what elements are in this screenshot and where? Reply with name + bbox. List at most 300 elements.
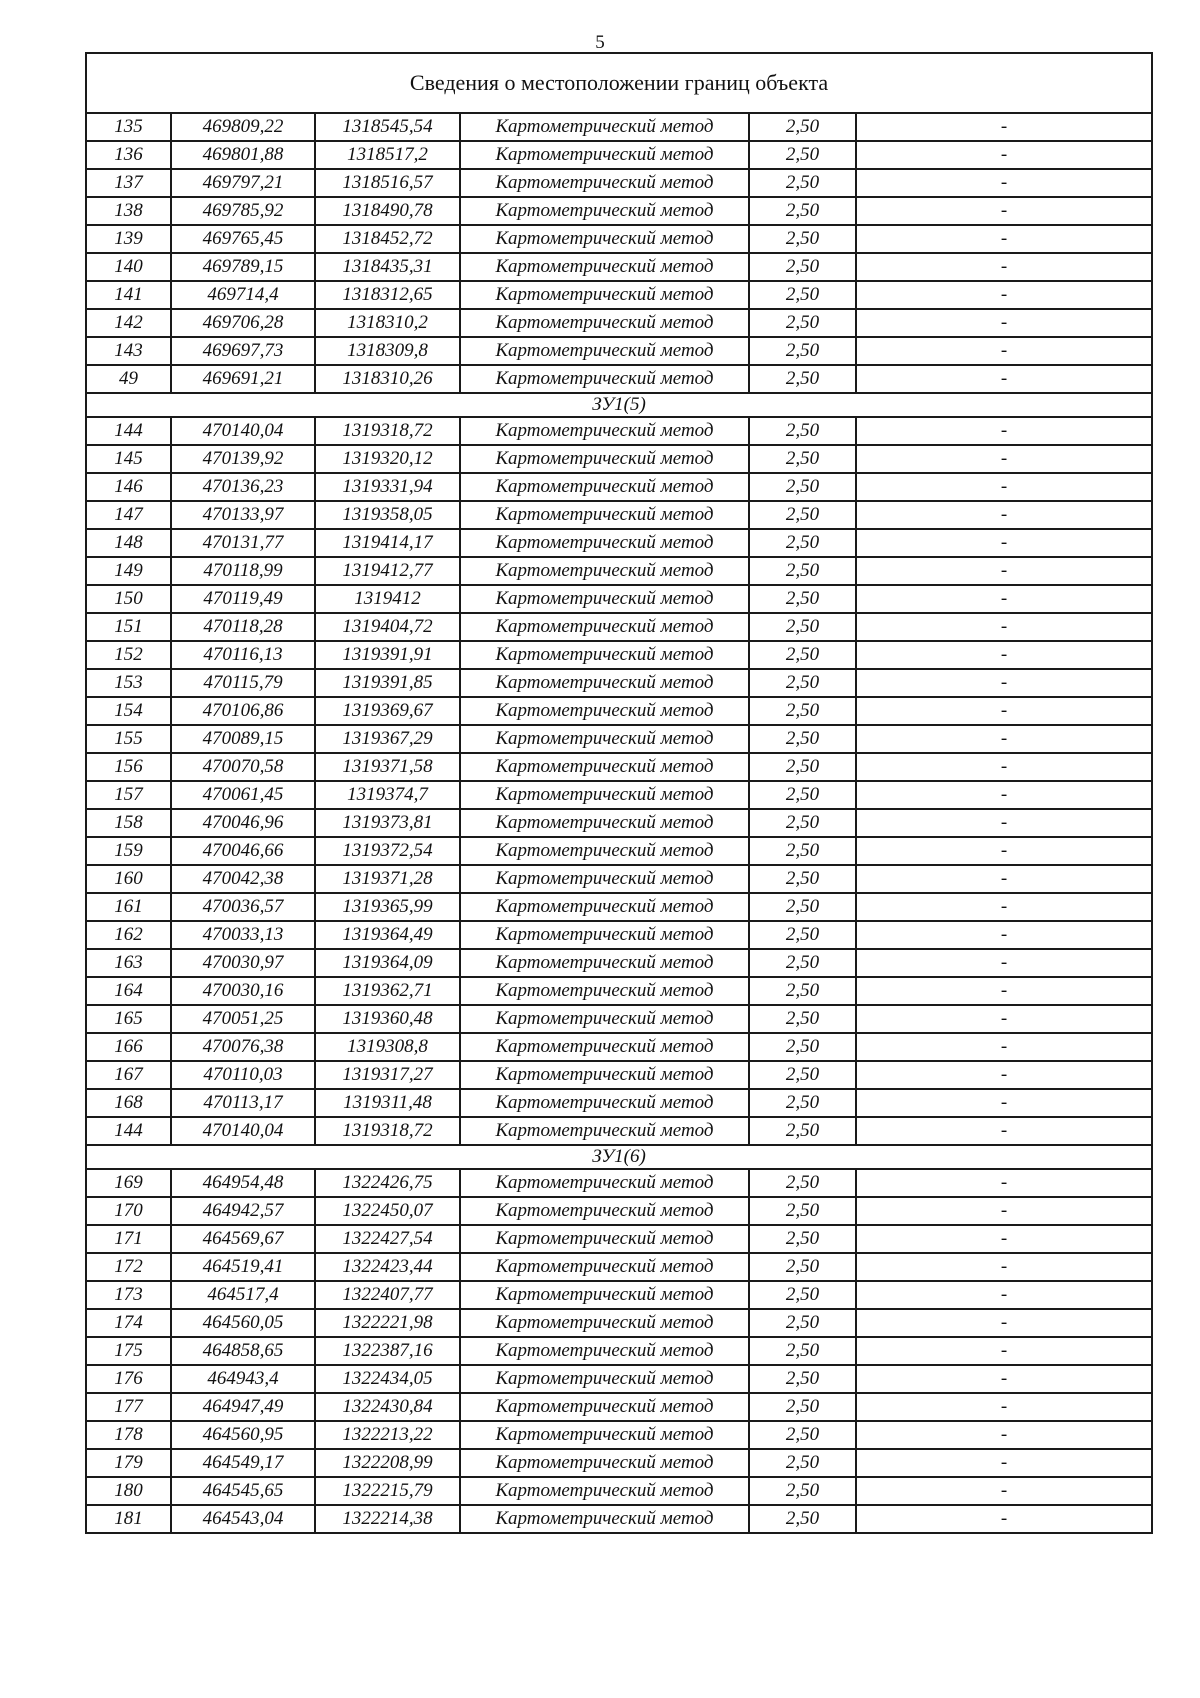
description-cell: - — [856, 949, 1152, 977]
y-coordinate-cell: 1319364,09 — [315, 949, 460, 977]
point-number-cell: 146 — [86, 473, 171, 501]
point-number-cell: 154 — [86, 697, 171, 725]
boundary-table-body — [86, 53, 1152, 1533]
x-coordinate-cell: 470106,86 — [171, 697, 315, 725]
y-coordinate-cell: 1319360,48 — [315, 1005, 460, 1033]
accuracy-cell: 2,50 — [749, 113, 856, 141]
description-cell: - — [856, 225, 1152, 253]
y-coordinate-cell: 1319318,72 — [315, 1117, 460, 1145]
point-number-cell: 139 — [86, 225, 171, 253]
method-cell: Картометрический метод — [460, 1337, 749, 1365]
method-cell: Картометрический метод — [460, 1117, 749, 1145]
method-cell: Картометрический метод — [460, 697, 749, 725]
boundary-table — [85, 52, 1153, 1534]
method-cell: Картометрический метод — [460, 1089, 749, 1117]
method-cell: Картометрический метод — [460, 893, 749, 921]
accuracy-cell: 2,50 — [749, 697, 856, 725]
x-coordinate-cell: 469801,88 — [171, 141, 315, 169]
accuracy-cell: 2,50 — [749, 417, 856, 445]
accuracy-cell: 2,50 — [749, 641, 856, 669]
x-coordinate-cell: 464560,95 — [171, 1421, 315, 1449]
y-coordinate-cell: 1319308,8 — [315, 1033, 460, 1061]
description-cell: - — [856, 1033, 1152, 1061]
y-coordinate-cell: 1319391,91 — [315, 641, 460, 669]
y-coordinate-cell: 1319311,48 — [315, 1089, 460, 1117]
method-cell: Картометрический метод — [460, 417, 749, 445]
method-cell: Картометрический метод — [460, 473, 749, 501]
point-number-cell: 142 — [86, 309, 171, 337]
x-coordinate-cell: 470061,45 — [171, 781, 315, 809]
section-row — [86, 393, 1152, 417]
y-coordinate-cell: 1318435,31 — [315, 253, 460, 281]
y-coordinate-cell: 1318310,26 — [315, 365, 460, 393]
table-row — [86, 921, 1152, 949]
point-number-cell: 140 — [86, 253, 171, 281]
table-row — [86, 669, 1152, 697]
y-coordinate-cell: 1319365,99 — [315, 893, 460, 921]
x-coordinate-cell: 470119,49 — [171, 585, 315, 613]
y-coordinate-cell: 1318312,65 — [315, 281, 460, 309]
point-number-cell: 160 — [86, 865, 171, 893]
x-coordinate-cell: 464517,4 — [171, 1281, 315, 1309]
point-number-cell: 153 — [86, 669, 171, 697]
table-row — [86, 225, 1152, 253]
point-number-cell: 151 — [86, 613, 171, 641]
method-cell: Картометрический метод — [460, 1281, 749, 1309]
description-cell: - — [856, 169, 1152, 197]
y-coordinate-cell: 1319374,7 — [315, 781, 460, 809]
point-number-cell: 152 — [86, 641, 171, 669]
description-cell: - — [856, 141, 1152, 169]
table-row — [86, 1197, 1152, 1225]
table-row — [86, 1365, 1152, 1393]
description-cell: - — [856, 1253, 1152, 1281]
accuracy-cell: 2,50 — [749, 1365, 856, 1393]
table-row — [86, 1449, 1152, 1477]
description-cell: - — [856, 1089, 1152, 1117]
description-cell: - — [856, 1197, 1152, 1225]
method-cell: Картометрический метод — [460, 1033, 749, 1061]
y-coordinate-cell: 1318516,57 — [315, 169, 460, 197]
description-cell: - — [856, 977, 1152, 1005]
description-cell: - — [856, 281, 1152, 309]
accuracy-cell: 2,50 — [749, 1421, 856, 1449]
method-cell: Картометрический метод — [460, 1309, 749, 1337]
point-number-cell: 180 — [86, 1477, 171, 1505]
point-number-cell: 173 — [86, 1281, 171, 1309]
accuracy-cell: 2,50 — [749, 1309, 856, 1337]
method-cell: Картометрический метод — [460, 197, 749, 225]
x-coordinate-cell: 470070,58 — [171, 753, 315, 781]
table-row — [86, 1337, 1152, 1365]
description-cell: - — [856, 197, 1152, 225]
accuracy-cell: 2,50 — [749, 613, 856, 641]
table-row — [86, 1061, 1152, 1089]
y-coordinate-cell: 1322430,84 — [315, 1393, 460, 1421]
table-row — [86, 1117, 1152, 1145]
table-row — [86, 169, 1152, 197]
description-cell: - — [856, 613, 1152, 641]
x-coordinate-cell: 470076,38 — [171, 1033, 315, 1061]
x-coordinate-cell: 464943,4 — [171, 1365, 315, 1393]
method-cell: Картометрический метод — [460, 225, 749, 253]
method-cell: Картометрический метод — [460, 809, 749, 837]
point-number-cell: 144 — [86, 1117, 171, 1145]
accuracy-cell: 2,50 — [749, 1197, 856, 1225]
point-number-cell: 174 — [86, 1309, 171, 1337]
table-row — [86, 893, 1152, 921]
description-cell: - — [856, 1337, 1152, 1365]
method-cell: Картометрический метод — [460, 977, 749, 1005]
point-number-cell: 181 — [86, 1505, 171, 1533]
description-cell: - — [856, 893, 1152, 921]
point-number-cell: 156 — [86, 753, 171, 781]
section-label: ЗУ1(6) — [86, 1145, 1152, 1169]
x-coordinate-cell: 470115,79 — [171, 669, 315, 697]
table-row — [86, 725, 1152, 753]
point-number-cell: 157 — [86, 781, 171, 809]
x-coordinate-cell: 470033,13 — [171, 921, 315, 949]
x-coordinate-cell: 470116,13 — [171, 641, 315, 669]
x-coordinate-cell: 470118,28 — [171, 613, 315, 641]
description-cell: - — [856, 1393, 1152, 1421]
method-cell: Картометрический метод — [460, 281, 749, 309]
table-row — [86, 141, 1152, 169]
method-cell: Картометрический метод — [460, 557, 749, 585]
method-cell: Картометрический метод — [460, 669, 749, 697]
accuracy-cell: 2,50 — [749, 1061, 856, 1089]
x-coordinate-cell: 470140,04 — [171, 417, 315, 445]
method-cell: Картометрический метод — [460, 1505, 749, 1533]
accuracy-cell: 2,50 — [749, 921, 856, 949]
table-title: Сведения о местоположении границ объекта — [86, 53, 1152, 113]
x-coordinate-cell: 470042,38 — [171, 865, 315, 893]
point-number-cell: 155 — [86, 725, 171, 753]
point-number-cell: 148 — [86, 529, 171, 557]
accuracy-cell: 2,50 — [749, 1393, 856, 1421]
x-coordinate-cell: 469691,21 — [171, 365, 315, 393]
method-cell: Картометрический метод — [460, 445, 749, 473]
x-coordinate-cell: 469706,28 — [171, 309, 315, 337]
point-number-cell: 179 — [86, 1449, 171, 1477]
method-cell: Картометрический метод — [460, 949, 749, 977]
table-row — [86, 1281, 1152, 1309]
table-title-row — [86, 53, 1152, 113]
accuracy-cell: 2,50 — [749, 781, 856, 809]
point-number-cell: 135 — [86, 113, 171, 141]
page-number: 5 — [595, 32, 605, 53]
table-row — [86, 585, 1152, 613]
x-coordinate-cell: 470133,97 — [171, 501, 315, 529]
description-cell: - — [856, 809, 1152, 837]
table-row — [86, 837, 1152, 865]
description-cell: - — [856, 585, 1152, 613]
table-row — [86, 1253, 1152, 1281]
method-cell: Картометрический метод — [460, 1197, 749, 1225]
description-cell: - — [856, 417, 1152, 445]
point-number-cell: 167 — [86, 1061, 171, 1089]
y-coordinate-cell: 1319317,27 — [315, 1061, 460, 1089]
table-row — [86, 281, 1152, 309]
point-number-cell: 141 — [86, 281, 171, 309]
point-number-cell: 171 — [86, 1225, 171, 1253]
method-cell: Картометрический метод — [460, 253, 749, 281]
table-row — [86, 529, 1152, 557]
table-row — [86, 1033, 1152, 1061]
y-coordinate-cell: 1322214,38 — [315, 1505, 460, 1533]
y-coordinate-cell: 1319391,85 — [315, 669, 460, 697]
accuracy-cell: 2,50 — [749, 1253, 856, 1281]
accuracy-cell: 2,50 — [749, 585, 856, 613]
method-cell: Картометрический метод — [460, 725, 749, 753]
y-coordinate-cell: 1319371,58 — [315, 753, 460, 781]
y-coordinate-cell: 1319371,28 — [315, 865, 460, 893]
method-cell: Картометрический метод — [460, 837, 749, 865]
y-coordinate-cell: 1322434,05 — [315, 1365, 460, 1393]
x-coordinate-cell: 470118,99 — [171, 557, 315, 585]
description-cell: - — [856, 113, 1152, 141]
accuracy-cell: 2,50 — [749, 949, 856, 977]
y-coordinate-cell: 1319364,49 — [315, 921, 460, 949]
table-row — [86, 977, 1152, 1005]
description-cell: - — [856, 445, 1152, 473]
y-coordinate-cell: 1319369,67 — [315, 697, 460, 725]
accuracy-cell: 2,50 — [749, 309, 856, 337]
point-number-cell: 178 — [86, 1421, 171, 1449]
y-coordinate-cell: 1319318,72 — [315, 417, 460, 445]
x-coordinate-cell: 464519,41 — [171, 1253, 315, 1281]
point-number-cell: 177 — [86, 1393, 171, 1421]
description-cell: - — [856, 473, 1152, 501]
description-cell: - — [856, 1005, 1152, 1033]
y-coordinate-cell: 1318490,78 — [315, 197, 460, 225]
description-cell: - — [856, 253, 1152, 281]
method-cell: Картометрический метод — [460, 1061, 749, 1089]
accuracy-cell: 2,50 — [749, 529, 856, 557]
x-coordinate-cell: 470030,97 — [171, 949, 315, 977]
accuracy-cell: 2,50 — [749, 1505, 856, 1533]
y-coordinate-cell: 1319367,29 — [315, 725, 460, 753]
x-coordinate-cell: 470046,96 — [171, 809, 315, 837]
point-number-cell: 144 — [86, 417, 171, 445]
x-coordinate-cell: 470046,66 — [171, 837, 315, 865]
accuracy-cell: 2,50 — [749, 1089, 856, 1117]
description-cell: - — [856, 1225, 1152, 1253]
point-number-cell: 166 — [86, 1033, 171, 1061]
table-row — [86, 309, 1152, 337]
x-coordinate-cell: 469789,15 — [171, 253, 315, 281]
y-coordinate-cell: 1322427,54 — [315, 1225, 460, 1253]
y-coordinate-cell: 1319358,05 — [315, 501, 460, 529]
description-cell: - — [856, 641, 1152, 669]
method-cell: Картометрический метод — [460, 337, 749, 365]
method-cell: Картометрический метод — [460, 365, 749, 393]
x-coordinate-cell: 470113,17 — [171, 1089, 315, 1117]
method-cell: Картометрический метод — [460, 141, 749, 169]
x-coordinate-cell: 469714,4 — [171, 281, 315, 309]
y-coordinate-cell: 1322450,07 — [315, 1197, 460, 1225]
x-coordinate-cell: 464858,65 — [171, 1337, 315, 1365]
description-cell: - — [856, 1505, 1152, 1533]
table-row — [86, 445, 1152, 473]
description-cell: - — [856, 1365, 1152, 1393]
y-coordinate-cell: 1322221,98 — [315, 1309, 460, 1337]
method-cell: Картометрический метод — [460, 1253, 749, 1281]
y-coordinate-cell: 1318310,2 — [315, 309, 460, 337]
y-coordinate-cell: 1319372,54 — [315, 837, 460, 865]
y-coordinate-cell: 1319331,94 — [315, 473, 460, 501]
point-number-cell: 149 — [86, 557, 171, 585]
description-cell: - — [856, 725, 1152, 753]
accuracy-cell: 2,50 — [749, 337, 856, 365]
y-coordinate-cell: 1318545,54 — [315, 113, 460, 141]
x-coordinate-cell: 464954,48 — [171, 1169, 315, 1197]
point-number-cell: 175 — [86, 1337, 171, 1365]
accuracy-cell: 2,50 — [749, 1477, 856, 1505]
y-coordinate-cell: 1322213,22 — [315, 1421, 460, 1449]
y-coordinate-cell: 1319414,17 — [315, 529, 460, 557]
method-cell: Картометрический метод — [460, 1421, 749, 1449]
y-coordinate-cell: 1318309,8 — [315, 337, 460, 365]
table-row — [86, 753, 1152, 781]
point-number-cell: 145 — [86, 445, 171, 473]
accuracy-cell: 2,50 — [749, 1005, 856, 1033]
table-row — [86, 1477, 1152, 1505]
point-number-cell: 164 — [86, 977, 171, 1005]
accuracy-cell: 2,50 — [749, 865, 856, 893]
point-number-cell: 137 — [86, 169, 171, 197]
table-row — [86, 949, 1152, 977]
table-row — [86, 1505, 1152, 1533]
method-cell: Картометрический метод — [460, 1449, 749, 1477]
method-cell: Картометрический метод — [460, 1365, 749, 1393]
description-cell: - — [856, 1421, 1152, 1449]
section-label: ЗУ1(5) — [86, 393, 1152, 417]
x-coordinate-cell: 464560,05 — [171, 1309, 315, 1337]
method-cell: Картометрический метод — [460, 1169, 749, 1197]
description-cell: - — [856, 501, 1152, 529]
accuracy-cell: 2,50 — [749, 473, 856, 501]
method-cell: Картометрический метод — [460, 921, 749, 949]
table-row — [86, 473, 1152, 501]
y-coordinate-cell: 1322215,79 — [315, 1477, 460, 1505]
accuracy-cell: 2,50 — [749, 1033, 856, 1061]
description-cell: - — [856, 837, 1152, 865]
accuracy-cell: 2,50 — [749, 501, 856, 529]
description-cell: - — [856, 753, 1152, 781]
table-row — [86, 1421, 1152, 1449]
x-coordinate-cell: 469765,45 — [171, 225, 315, 253]
table-row — [86, 1089, 1152, 1117]
description-cell: - — [856, 337, 1152, 365]
accuracy-cell: 2,50 — [749, 1169, 856, 1197]
table-row — [86, 613, 1152, 641]
description-cell: - — [856, 1281, 1152, 1309]
x-coordinate-cell: 470110,03 — [171, 1061, 315, 1089]
method-cell: Картометрический метод — [460, 585, 749, 613]
accuracy-cell: 2,50 — [749, 1449, 856, 1477]
description-cell: - — [856, 697, 1152, 725]
table-row — [86, 781, 1152, 809]
description-cell: - — [856, 1309, 1152, 1337]
point-number-cell: 143 — [86, 337, 171, 365]
accuracy-cell: 2,50 — [749, 141, 856, 169]
accuracy-cell: 2,50 — [749, 1281, 856, 1309]
y-coordinate-cell: 1319373,81 — [315, 809, 460, 837]
y-coordinate-cell: 1318517,2 — [315, 141, 460, 169]
y-coordinate-cell: 1322387,16 — [315, 1337, 460, 1365]
point-number-cell: 147 — [86, 501, 171, 529]
accuracy-cell: 2,50 — [749, 169, 856, 197]
description-cell: - — [856, 1169, 1152, 1197]
table-row — [86, 501, 1152, 529]
x-coordinate-cell: 470131,77 — [171, 529, 315, 557]
x-coordinate-cell: 469797,21 — [171, 169, 315, 197]
x-coordinate-cell: 469697,73 — [171, 337, 315, 365]
description-cell: - — [856, 781, 1152, 809]
method-cell: Картометрический метод — [460, 501, 749, 529]
method-cell: Картометрический метод — [460, 529, 749, 557]
description-cell: - — [856, 1477, 1152, 1505]
method-cell: Картометрический метод — [460, 753, 749, 781]
x-coordinate-cell: 470051,25 — [171, 1005, 315, 1033]
accuracy-cell: 2,50 — [749, 281, 856, 309]
table-row — [86, 337, 1152, 365]
x-coordinate-cell: 469809,22 — [171, 113, 315, 141]
accuracy-cell: 2,50 — [749, 225, 856, 253]
accuracy-cell: 2,50 — [749, 893, 856, 921]
point-number-cell: 136 — [86, 141, 171, 169]
accuracy-cell: 2,50 — [749, 753, 856, 781]
method-cell: Картометрический метод — [460, 1225, 749, 1253]
table-row — [86, 557, 1152, 585]
method-cell: Картометрический метод — [460, 309, 749, 337]
accuracy-cell: 2,50 — [749, 557, 856, 585]
point-number-cell: 49 — [86, 365, 171, 393]
table-row — [86, 641, 1152, 669]
x-coordinate-cell: 464569,67 — [171, 1225, 315, 1253]
table-row — [86, 113, 1152, 141]
x-coordinate-cell: 470139,92 — [171, 445, 315, 473]
point-number-cell: 158 — [86, 809, 171, 837]
y-coordinate-cell: 1318452,72 — [315, 225, 460, 253]
accuracy-cell: 2,50 — [749, 669, 856, 697]
point-number-cell: 168 — [86, 1089, 171, 1117]
accuracy-cell: 2,50 — [749, 809, 856, 837]
point-number-cell: 170 — [86, 1197, 171, 1225]
accuracy-cell: 2,50 — [749, 365, 856, 393]
x-coordinate-cell: 470136,23 — [171, 473, 315, 501]
x-coordinate-cell: 470140,04 — [171, 1117, 315, 1145]
table-row — [86, 365, 1152, 393]
y-coordinate-cell: 1319404,72 — [315, 613, 460, 641]
point-number-cell: 162 — [86, 921, 171, 949]
x-coordinate-cell: 464543,04 — [171, 1505, 315, 1533]
point-number-cell: 159 — [86, 837, 171, 865]
table-row — [86, 697, 1152, 725]
point-number-cell: 150 — [86, 585, 171, 613]
point-number-cell: 169 — [86, 1169, 171, 1197]
accuracy-cell: 2,50 — [749, 197, 856, 225]
point-number-cell: 165 — [86, 1005, 171, 1033]
method-cell: Картометрический метод — [460, 113, 749, 141]
method-cell: Картометрический метод — [460, 613, 749, 641]
accuracy-cell: 2,50 — [749, 253, 856, 281]
method-cell: Картометрический метод — [460, 1005, 749, 1033]
method-cell: Картометрический метод — [460, 641, 749, 669]
table-row — [86, 1225, 1152, 1253]
y-coordinate-cell: 1322426,75 — [315, 1169, 460, 1197]
